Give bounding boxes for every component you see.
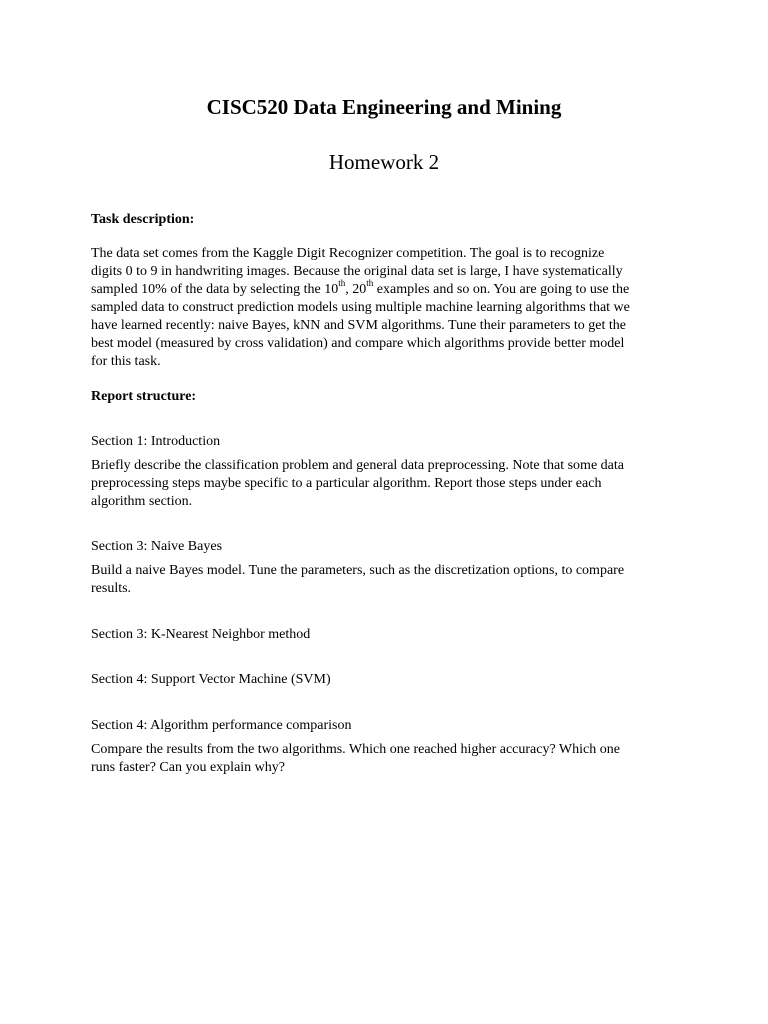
section-1-body-line: Briefly describe the classification problem and general data preprocessing. Note that some data [91, 458, 624, 473]
task-line-4: sampled data to construct prediction models using multiple machine learning algorithms that we [91, 300, 630, 315]
task-line-7: for this task. [91, 354, 161, 369]
task-line-3 [91, 278, 681, 299]
section-comparison-title: Section 4: Algorithm performance comparison [91, 718, 352, 733]
task-line-3c: examples and so on. You are going to use the [373, 282, 630, 297]
document-subtitle: Homework 2 [328, 150, 440, 174]
section-naive-bayes-body-line: results. [91, 581, 132, 596]
document-title: CISC520 Data Engineering and Mining [206, 95, 562, 119]
section-comparison-body-line: Compare the results from the two algorithms. Which one reached higher accuracy? Which one [91, 742, 620, 757]
task-line-2: digits 0 to 9 in handwriting images. Because the original data set is large, I have systematically [91, 264, 623, 279]
task-line-3b: , 20 [345, 282, 367, 297]
task-line-3a: sampled 10% of the data by selecting the 10 [91, 282, 339, 297]
superscript-th-2: th [366, 278, 374, 289]
section-knn-title: Section 3: K-Nearest Neighbor method [91, 627, 311, 642]
section-naive-bayes-title: Section 3: Naive Bayes [91, 539, 223, 554]
section-naive-bayes-body-line: Build a naive Bayes model. Tune the parameters, such as the discretization options, to compare [91, 563, 625, 578]
section-1-body [91, 457, 681, 511]
task-description-paragraph [91, 245, 681, 371]
section-comparison-body [91, 741, 681, 777]
task-line-5: have learned recently: naive Bayes, kNN and SVM algorithms. Tune their parameters to get the [91, 318, 626, 333]
task-line-1: The data set comes from the Kaggle Digit Recognizer competition. The goal is to recognize [91, 246, 605, 261]
task-line-6: best model (measured by cross validation) and compare which algorithms provide better model [91, 336, 625, 351]
task-description-heading: Task description: [91, 212, 195, 227]
report-structure-heading: Report structure: [91, 389, 197, 404]
section-1-body-line: algorithm section. [91, 494, 193, 509]
section-svm-title: Section 4: Support Vector Machine (SVM) [91, 672, 331, 687]
section-1-title: Section 1: Introduction [91, 434, 221, 449]
section-1-body-line: preprocessing steps maybe specific to a particular algorithm. Report those steps under each [91, 476, 602, 491]
section-naive-bayes-body [91, 562, 681, 598]
section-comparison-body-line: runs faster? Can you explain why? [91, 760, 285, 775]
superscript-th-1: th [338, 278, 346, 289]
